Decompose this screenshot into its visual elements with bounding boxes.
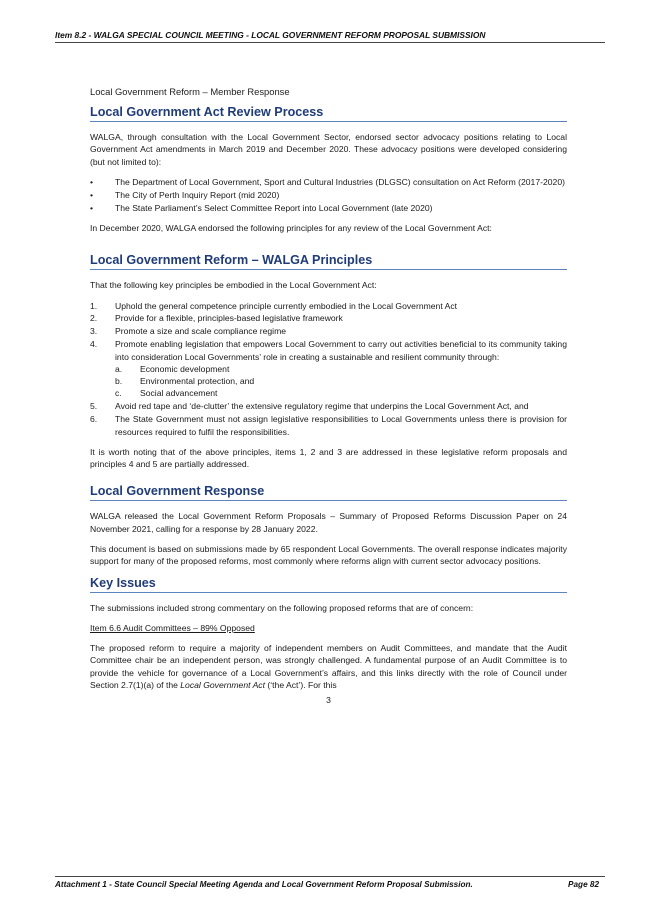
document-body: [90, 86, 567, 705]
page-footer: [55, 876, 605, 890]
document-label: Local Government Reform – Member Response: [90, 86, 290, 97]
list-item: 4. Promote enabling legislation that empowers Local Government to carry out activities beneficial to its community taking into consideration Local Governments’ role in creating a sustainable and resilient community through: a. Economic development b. Environmental protection, and c. Social advancement: [90, 339, 567, 399]
sub-list-item: b. Environmental protection, and: [115, 376, 255, 387]
bullet-icon: •: [90, 189, 94, 200]
principles-intro-paragraph: That the following key principles be embodied in the Local Government Act:: [90, 280, 377, 291]
heading-review-process: Local Government Act Review Process: [90, 105, 567, 122]
audit-committees-paragraph: The proposed reform to require a majority of independent members on Audit Committees, and mandate that the Audit Committee chair be an independent person, was strongly challenged. A fundamental purpose of an Audit Committee is to provide the vehicle for governance of a Local Government’s affairs, and this links directly with the role of Council under Section 2.7(1)(a) of the Local Government Act (‘the Act’). For this: [90, 643, 567, 691]
response-paragraph-1: WALGA released the Local Government Reform Proposals – Summary of Proposed Reforms Discussion Paper on 24 November 2021, calling for a response by 28 January 2022.: [90, 511, 567, 534]
list-item: • The State Parliament’s Select Committee Report into Local Government (late 2020): [90, 202, 433, 213]
response-paragraph-2: This document is based on submissions made by 65 respondent Local Governments. The overall response indicates majority support for many of the proposed reforms, most commonly where reforms align with current sector advocacy positions.: [90, 543, 567, 567]
heading-key-issues: Key Issues: [90, 576, 567, 593]
review-intro-paragraph: WALGA, through consultation with the Local Government Sector, endorsed sector advocacy positions relating to Local Government Act amendments in March 2019 and December 2020. These advocacy positions were developed considering (but not limited to):: [90, 132, 567, 167]
page-header: Item 8.2 - WALGA SPECIAL COUNCIL MEETING - LOCAL GOVERNMENT REFORM PROPOSAL SUBMISSION: [55, 30, 605, 43]
sub-list-item: a. Economic development: [115, 363, 230, 374]
list-item: • The City of Perth Inquiry Report (mid 2020): [90, 189, 280, 200]
heading-local-government-response: Local Government Response: [90, 484, 567, 501]
sub-list-item: c. Social advancement: [115, 388, 218, 399]
list-item: • The Department of Local Government, Sport and Cultural Industries (DLGSC) consultation on Act Reform (2017-2020): [90, 176, 565, 187]
bullet-icon: •: [90, 202, 94, 213]
review-bullet-list: [90, 176, 567, 214]
list-item: 2. Provide for a flexible, principles-based legislative framework: [90, 313, 343, 324]
audit-committees-subheading: Item 6.6 Audit Committees – 89% Opposed: [90, 622, 255, 633]
principles-closing-paragraph: It is worth noting that of the above principles, items 1, 2 and 3 are addressed in these legislative reform proposals and principles 4 and 5 are partially addressed.: [90, 446, 567, 470]
issues-intro-paragraph: The submissions included strong commentary on the following proposed reforms that are of concern:: [90, 602, 474, 613]
list-item: 1. Uphold the general competence principle currently embodied in the Local Government Act: [90, 300, 458, 311]
review-closing-paragraph: In December 2020, WALGA endorsed the following principles for any review of the Local Government Act:: [90, 222, 492, 233]
list-item: 3. Promote a size and scale compliance regime: [90, 326, 287, 337]
list-item: 6. The State Government must not assign legislative responsibilities to Local Governments unless there is provision for resources required to fulfil the responsibilities.: [90, 414, 567, 437]
heading-walga-principles: Local Government Reform – WALGA Principles: [90, 253, 567, 270]
bullet-icon: •: [90, 176, 94, 187]
footer-page-number: Page 82: [568, 880, 599, 889]
page-number: 3: [326, 695, 331, 706]
principles-numbered-list: [90, 300, 567, 438]
list-item: 5. Avoid red tape and ‘de-clutter’ the extensive regulatory regime that underpins the Local Government Act, and: [90, 401, 529, 412]
footer-attachment-text: Attachment 1 - State Council Special Meeting Agenda and Local Government Reform Proposal Submission.: [55, 880, 473, 889]
